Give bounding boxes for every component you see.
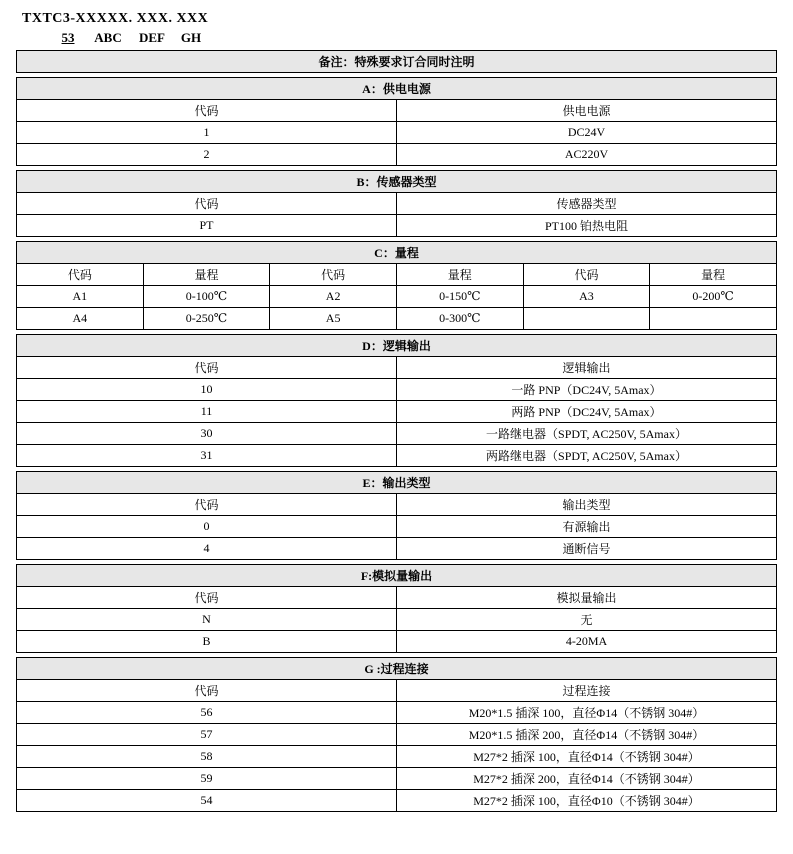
- column-header: 代码: [17, 680, 397, 702]
- model-code-3: DEF: [139, 30, 165, 45]
- table-cell: 有源输出: [397, 516, 777, 538]
- column-header-row: [17, 680, 777, 702]
- table-cell: 56: [17, 702, 397, 724]
- table-cell: 0-150℃: [396, 286, 523, 308]
- table-row: [17, 122, 777, 144]
- table-cell: 两路 PNP（DC24V, 5Amax）: [397, 401, 777, 423]
- column-header-row: [17, 494, 777, 516]
- table-row: [17, 746, 777, 768]
- table-row: [17, 423, 777, 445]
- table-cell: AC220V: [397, 144, 777, 166]
- table-cell: M27*2 插深 100，直径Φ10（不锈钢 304#）: [397, 790, 777, 812]
- column-header-row: [17, 100, 777, 122]
- table-cell: PT: [17, 215, 397, 237]
- table-cell: 0-250℃: [143, 308, 270, 330]
- column-header: 代码: [17, 357, 397, 379]
- section-table-e: [16, 471, 777, 560]
- table-row: [17, 379, 777, 401]
- section-heading-row: [17, 565, 777, 587]
- column-header: 过程连接: [397, 680, 777, 702]
- table-cell: 0-100℃: [143, 286, 270, 308]
- table-cell: 1: [17, 122, 397, 144]
- table-cell: M27*2 插深 100，直径Φ14（不锈钢 304#）: [397, 746, 777, 768]
- column-header: 代码: [17, 494, 397, 516]
- column-header-row: [17, 193, 777, 215]
- table-cell: A3: [523, 286, 650, 308]
- model-code-1: 53: [61, 30, 75, 45]
- table-row: [17, 445, 777, 467]
- column-header-row: [17, 357, 777, 379]
- table-cell: A2: [270, 286, 397, 308]
- model-code-4: GH: [180, 30, 202, 45]
- table-cell: 57: [17, 724, 397, 746]
- table-row: [17, 631, 777, 653]
- column-header: 量程: [396, 264, 523, 286]
- table-cell: A1: [17, 286, 144, 308]
- table-row: [17, 609, 777, 631]
- section-table-a: [16, 77, 777, 166]
- section-heading: G :过程连接: [17, 658, 777, 680]
- section-heading-row: [17, 171, 777, 193]
- column-header: 模拟量输出: [397, 587, 777, 609]
- table-cell: 54: [17, 790, 397, 812]
- section-heading-row: [17, 658, 777, 680]
- table-row: [17, 144, 777, 166]
- table-cell: 4: [17, 538, 397, 560]
- section-table-g: [16, 657, 777, 812]
- column-header: 输出类型: [397, 494, 777, 516]
- section-table-c: [16, 241, 777, 330]
- section-heading: C：量程: [17, 242, 777, 264]
- table-cell: 0-300℃: [396, 308, 523, 330]
- table-cell: 两路继电器（SPDT, AC250V, 5Amax）: [397, 445, 777, 467]
- table-cell: 2: [17, 144, 397, 166]
- table-row: [17, 516, 777, 538]
- table-cell: M27*2 插深 200，直径Φ14（不锈钢 304#）: [397, 768, 777, 790]
- column-header: 逻辑输出: [397, 357, 777, 379]
- model-title-text: TXTC3-XXXXX. XXX. XXX: [22, 11, 209, 26]
- column-header-row: [17, 264, 777, 286]
- column-header: 量程: [650, 264, 777, 286]
- table-row: [17, 724, 777, 746]
- section-heading-row: [17, 472, 777, 494]
- table-row: [17, 401, 777, 423]
- table-cell: 30: [17, 423, 397, 445]
- table-row: [17, 790, 777, 812]
- table-row: [17, 768, 777, 790]
- table-row: [17, 286, 777, 308]
- column-header: 代码: [17, 193, 397, 215]
- table-row: [17, 538, 777, 560]
- section-heading-row: [17, 335, 777, 357]
- table-cell: 一路 PNP（DC24V, 5Amax）: [397, 379, 777, 401]
- table-cell: 0: [17, 516, 397, 538]
- column-header: 传感器类型: [397, 193, 777, 215]
- column-header: 量程: [143, 264, 270, 286]
- table-cell: 58: [17, 746, 397, 768]
- section-table-b: [16, 170, 777, 237]
- column-header: 代码: [270, 264, 397, 286]
- table-cell: DC24V: [397, 122, 777, 144]
- table-cell: 31: [17, 445, 397, 467]
- section-heading-row: [17, 78, 777, 100]
- table-cell: 4-20MA: [397, 631, 777, 653]
- table-row: [17, 702, 777, 724]
- section-table-d: [16, 334, 777, 467]
- section-heading: F:模拟量输出: [17, 565, 777, 587]
- section-heading: A：供电电源: [17, 78, 777, 100]
- table-cell: 通断信号: [397, 538, 777, 560]
- table-cell: A4: [17, 308, 144, 330]
- table-cell: 无: [397, 609, 777, 631]
- section-heading: E：输出类型: [17, 472, 777, 494]
- model-code-row: [16, 28, 777, 47]
- section-heading: D：逻辑输出: [17, 335, 777, 357]
- table-cell: 59: [17, 768, 397, 790]
- column-header: 供电电源: [397, 100, 777, 122]
- sections-container: [16, 73, 777, 812]
- column-header-row: [17, 587, 777, 609]
- note-label: 备注：特殊要求订合同时注明: [17, 51, 777, 73]
- table-row: [17, 308, 777, 330]
- note-row: [17, 51, 777, 73]
- column-header: 代码: [17, 587, 397, 609]
- table-cell: [523, 308, 650, 330]
- table-cell: B: [17, 631, 397, 653]
- column-header: 代码: [523, 264, 650, 286]
- table-cell: 一路继电器（SPDT, AC250V, 5Amax）: [397, 423, 777, 445]
- section-heading: B：传感器类型: [17, 171, 777, 193]
- table-cell: [650, 308, 777, 330]
- table-cell: A5: [270, 308, 397, 330]
- column-header: 代码: [17, 100, 397, 122]
- note-table: [16, 50, 777, 73]
- section-table-f: [16, 564, 777, 653]
- table-cell: M20*1.5 插深 200，直径Φ14（不锈钢 304#）: [397, 724, 777, 746]
- column-header: 代码: [17, 264, 144, 286]
- table-cell: PT100 铂热电阻: [397, 215, 777, 237]
- table-cell: M20*1.5 插深 100，直径Φ14（不锈钢 304#）: [397, 702, 777, 724]
- table-cell: 0-200℃: [650, 286, 777, 308]
- table-cell: 10: [17, 379, 397, 401]
- section-heading-row: [17, 242, 777, 264]
- model-title: [16, 10, 777, 28]
- table-cell: N: [17, 609, 397, 631]
- model-code-2: ABC: [94, 30, 122, 45]
- table-cell: 11: [17, 401, 397, 423]
- table-row: [17, 215, 777, 237]
